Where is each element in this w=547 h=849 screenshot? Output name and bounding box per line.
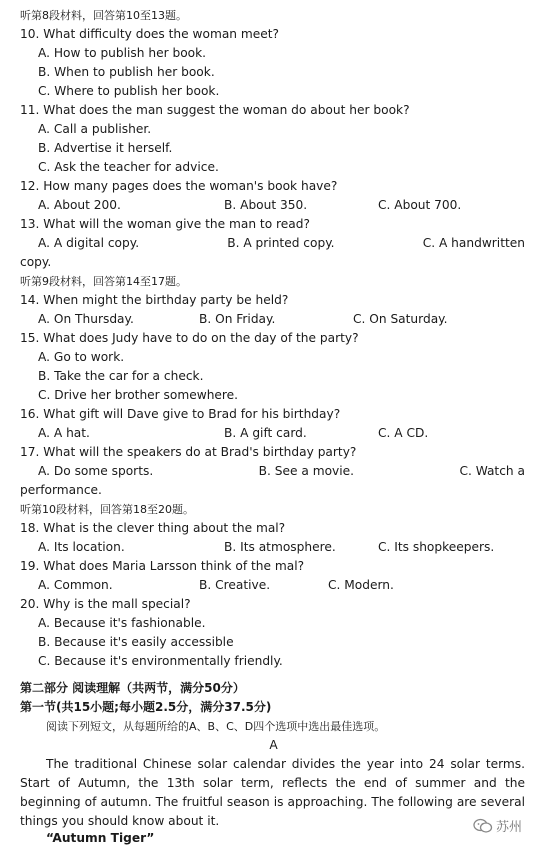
option-18c: C. Its shopkeepers. [378,540,495,554]
question-16: 16. What gift will Dave give to Brad for his birthday? [20,407,341,421]
section-10-header: 听第10段材料，回答第18至20题。 [20,503,194,516]
option-17a: A. Do some sports. [38,464,154,478]
option-13a: A. A digital copy. [38,236,140,250]
option-19b: B. Creative. [199,578,271,592]
option-12c: C. About 700. [378,198,462,212]
passage-label: A [269,738,278,752]
option-10c: C. Where to publish her book. [38,84,220,98]
option-10a: A. How to publish her book. [38,46,207,60]
option-18b: B. Its atmosphere. [224,540,336,554]
question-11: 11. What does the man suggest the woman do about her book? [20,103,410,117]
option-10b: B. When to publish her book. [38,65,215,79]
option-11c: C. Ask the teacher for advice. [38,160,219,174]
option-20b: B. Because it's easily accessible [38,635,234,649]
wechat-icon [473,818,493,834]
option-13c: C. A handwritten [422,236,525,250]
option-16c: C. A CD. [378,426,429,440]
option-19c: C. Modern. [328,578,394,592]
question-14: 14. When might the birthday party be held? [20,293,289,307]
passage-subheading: “Autumn Tiger” [46,831,155,845]
option-15b: B. Take the car for a check. [38,369,204,383]
question-15: 15. What does Judy have to do on the day of the party? [20,331,359,345]
option-16b: B. A gift card. [224,426,307,440]
option-17c: C. Watch a [459,464,525,478]
option-17c-continued: performance. [20,483,102,497]
option-17b: B. See a movie. [258,464,354,478]
option-11a: A. Call a publisher. [38,122,152,136]
option-15c: C. Drive her brother somewhere. [38,388,239,402]
option-16a: A. A hat. [38,426,90,440]
section-1-heading: 第一节(共15小题;每小题2.5分，满分37.5分) [20,700,272,714]
option-14c: C. On Saturday. [353,312,448,326]
passage-paragraph: The traditional Chinese solar calendar divides the year into 24 solar terms. Start of Autumn, the 13th solar term, reflects the end of summer and the beginning of autumn. The fruitful season is approaching. The following are several things you should know about it. [20,757,525,828]
section-9-header: 听第9段材料，回答第14至17题。 [20,275,187,288]
option-14a: A. On Thursday. [38,312,134,326]
option-13c-continued: copy. [20,255,52,269]
option-12a: A. About 200. [38,198,121,212]
question-12: 12. How many pages does the woman's book have? [20,179,338,193]
question-18: 18. What is the clever thing about the mal? [20,521,286,535]
option-13b: B. A printed copy. [227,236,335,250]
question-20: 20. Why is the mall special? [20,597,191,611]
instructions: 阅读下列短文，从每题所给的A、B、C、D四个选项中选出最佳选项。 [46,720,386,733]
options-13 [20,236,525,251]
watermark-text: 苏州 [496,820,523,835]
question-13: 13. What will the woman give the man to read? [20,217,310,231]
section-8-header: 听第8段材料，回答第10至13题。 [20,9,187,22]
part-2-heading: 第二部分 阅读理解（共两节，满分50分） [20,681,245,695]
option-12b: B. About 350. [224,198,308,212]
option-20a: A. Because it's fashionable. [38,616,206,630]
option-18a: A. Its location. [38,540,125,554]
option-15a: A. Go to work. [38,350,125,364]
option-19a: A. Common. [38,578,113,592]
option-20c: C. Because it's environmentally friendly. [38,654,283,668]
option-14b: B. On Friday. [199,312,276,326]
options-17 [20,464,525,479]
watermark [473,816,522,835]
question-10: 10. What difficulty does the woman meet? [20,27,280,41]
option-11b: B. Advertise it herself. [38,141,173,155]
question-19: 19. What does Maria Larsson think of the mal? [20,559,305,573]
question-17: 17. What will the speakers do at Brad's birthday party? [20,445,357,459]
